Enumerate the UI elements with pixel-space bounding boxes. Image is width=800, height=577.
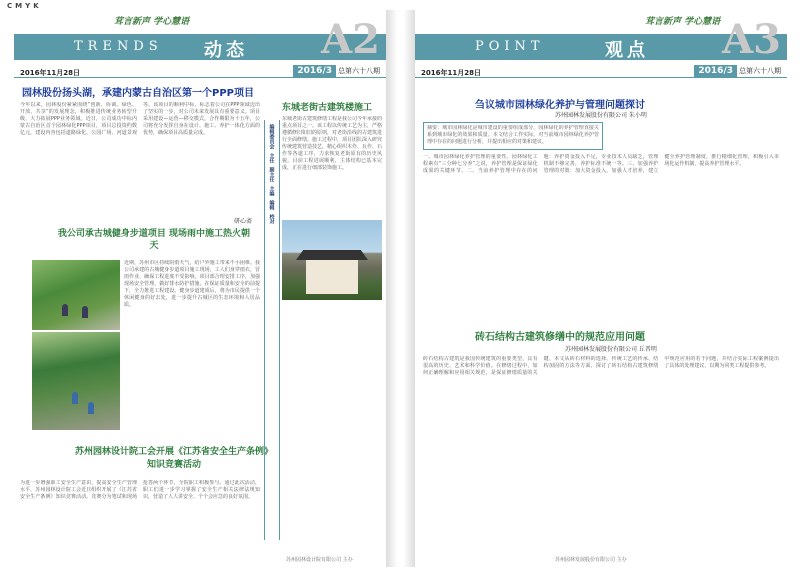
page-number: A2 (321, 16, 380, 63)
article-body: 一、城市园林绿化养护管理的重要性。园林绿化工程素有“三分种七分养”之说，养护管理是保证绿化成果的关键环节。二、当前养护管理中存在的问题：养护资金投入不足，专业技术人员缺乏，管理机制不够完善，养护标准不统一等。三、加强养护管理的对策：加大资金投入，加强人才培养，建立健全养护管理制度，推行精细化管理，积极引入市场化运作机制，提高养护管理水平。 (423, 154, 779, 174)
article-title: 刍议城市园林绿化养护与管理问题探讨 (475, 100, 645, 111)
sidebar-item: 主任 (268, 153, 275, 163)
sidebar-item: 校对 (268, 214, 275, 224)
article-title: 东城老街古建筑楼施工 (282, 103, 373, 113)
article-body: 近期，苏州市区持续阴雨天气，给户外施工带来不小困难。我公司承建的古城健身步道项目施工现场，工人们身穿雨衣，冒雨作业，确保工程进度不受影响。项目部合理安排工序，加强现场安全管理，做好排水防护措施，在保证质量和安全的前提下，全力推进工程建设。健身步道建成后，将为市民提供一个休闲健身的好去处，进一步提升古城区的生态环境和人居品质。 (124, 260, 260, 308)
page-gutter (386, 10, 415, 567)
article-title: 我公司承古城健身步道项目 现场雨中施工热火朝天 (57, 229, 251, 251)
section-title-cn: 动态 (204, 40, 248, 61)
section-title-en: POINT (475, 39, 545, 54)
worker-figure (82, 306, 88, 318)
article-title: 园林股份扬头湖，承建内蒙古自治区第一个PPP项目 (22, 88, 254, 99)
building-wall (306, 260, 358, 294)
slogan: 茸言新声 学心慧语 (114, 17, 190, 27)
article-body: 砖石结构古建筑是我国传统建筑的重要类型，具有很高的历史、艺术和科学价值。在修缮过程中，如何正确理解和应用相关规范，是保证修缮质量的关键。本文从砖石材料的选择、传统工艺的传承、结构加固的方法等方面，探讨了砖石结构古建筑修缮中规范应用的若干问题，并结合实际工程案例提出了具体的处理建议，以期为同类工程提供参考。 (423, 356, 779, 376)
article-body: 今年以来，园林股份紧紧围绕“创新、协调、绿色、开放、共享”的发展理念，积极推进传统业务转型升级，大力拓展PPP业务领域。近日，公司成功中标内蒙古自治区首个园林绿化PPP项目，项目总投资约数亿元，建设内容包括道路绿化、公园广场、河道景观等。该项目的顺利中标，标志着公司在PPP领域迈出了坚实的一步，对公司未来发展具有重要意义。项目采用建设—运营—移交模式，合作期限为十五年，公司将充分发挥自身在设计、施工、养护一体化方面的优势，确保项目高质量完成。 (20, 102, 260, 136)
worker-figure (72, 392, 78, 404)
issue-date: 2016年11月28日 (421, 69, 481, 77)
building-photo (282, 220, 382, 300)
page-a3 (415, 10, 787, 567)
article-body: 东城老街古建筑修缮工程是我公司今年承接的重点项目之一。该工程以传统工艺为主，严格遵循修旧如旧的原则，对老街沿线的古建筑进行全面修缮。施工过程中，项目团队深入研究传统建筑营造技艺，精心组织木作、瓦作、石作等各道工序，力求恢复老街原有的历史风貌。目前工程进展顺利，主体结构已基本完成，正在进行细部装饰施工。 (282, 116, 382, 171)
construction-photo (32, 260, 120, 330)
sidebar-item: 编辑 (268, 200, 275, 210)
sidebar-item: 副主任 (268, 167, 275, 182)
worker-figure (88, 402, 94, 414)
cmyk-c: C (7, 2, 14, 10)
page-imprint: 苏州园林发展股份有限公司 主办 (555, 557, 627, 563)
article-body: 为进一步增强职工安全生产意识，提高安全生产管理水平，苏州园林设计院工会近日组织开展了《江苏省安全生产条例》知识竞赛活动。竞赛分为笔试和现场抢答两个环节，全院职工积极参与。通过此次活动，职工们进一步学习掌握了安全生产相关法律法规知识，营造了人人讲安全、个个会应急的良好氛围。 (20, 480, 260, 500)
page-number: A3 (722, 16, 781, 63)
issue-number: 总第六十八期 (739, 67, 781, 75)
header-rule (14, 77, 386, 78)
article-author: 苏州园林发展股份有限公司 朱小明 (555, 112, 647, 119)
cmyk-k: K (33, 2, 40, 10)
issue-number: 总第六十八期 (338, 67, 380, 75)
abstract-box (423, 122, 603, 150)
issue-date: 2016年11月28日 (20, 69, 80, 77)
section-title-en: TRENDS (74, 39, 163, 54)
section-title-cn: 观点 (605, 40, 649, 61)
issue-year: 2016/3 (694, 65, 737, 77)
article-author: 苏州园林发展股份有限公司 丘晋明 (565, 346, 657, 353)
page-imprint: 苏州园林设计院有限公司 主办 (286, 557, 353, 563)
slogan: 茸言新声 学心慧语 (645, 17, 721, 27)
page-a2 (14, 10, 386, 567)
issue-info (694, 66, 781, 76)
sidebar-item: 编辑委员会 (268, 124, 275, 149)
worker-figure (62, 304, 68, 316)
issue-info (293, 66, 380, 76)
editorial-sidebar (264, 120, 280, 540)
sidebar-item: 主编 (268, 186, 275, 196)
issue-year: 2016/3 (293, 65, 336, 77)
cmyk-m: M (15, 2, 24, 10)
cmyk-y: Y (25, 2, 32, 10)
building-roof (296, 250, 368, 260)
cmyk-registration-marks (6, 2, 41, 10)
article-title: 苏州园林设计院工会开展《江苏省安全生产条例》知识竞赛活动 (74, 447, 273, 470)
header-rule (415, 77, 787, 78)
article-abstract: 摘要：城市园林绿化是城市建设的重要组成部分，园林绿化的养护管理直接关系到城市绿化的效果和质量。本文结合工作实际，对当前城市园林绿化养护管理中存在的问题进行分析，并提出相应的对策和建议。 (427, 125, 599, 145)
article-author: 研心斋 (234, 218, 253, 225)
article-title: 砖石结构古建筑修缮中的规范应用问题 (475, 332, 645, 343)
construction-photo (32, 332, 120, 430)
